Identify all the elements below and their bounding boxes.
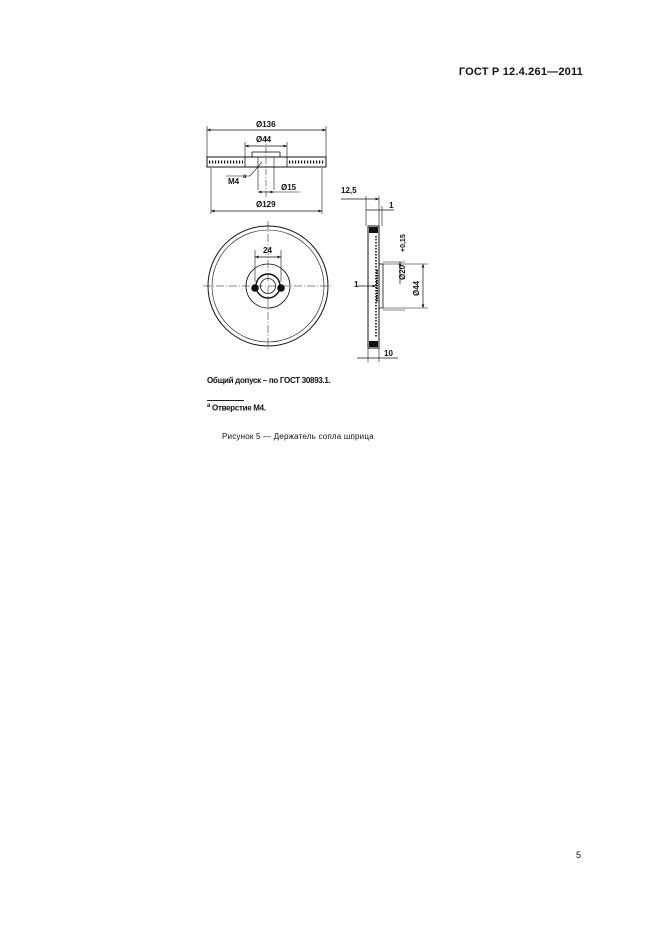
m4-hole-left [252, 285, 259, 292]
m4-leader [250, 162, 262, 176]
dim-1-left-label: 1 [354, 280, 359, 289]
footnote-mark: а [207, 403, 211, 409]
page-number: 5 [576, 850, 582, 860]
dim-d136-label: Ø136 [256, 120, 276, 129]
dim-m4-mark: а [243, 174, 247, 180]
dim-d20-label: Ø20 [398, 264, 407, 280]
dim-d129-label: Ø129 [256, 200, 276, 209]
document-code: ГОСТ Р 12.4.261—2011 [458, 66, 583, 78]
dim-10-label: 10 [384, 349, 393, 358]
dim-1-top-label: 1 [389, 201, 394, 210]
general-tolerance-note: Общий допуск – по ГОСТ 30893.1. [207, 376, 331, 385]
footnote [207, 403, 266, 413]
dim-d44-side-label: Ø44 [412, 280, 421, 296]
dim-tolerance-label: +0,15 [400, 234, 407, 252]
side-view [341, 196, 428, 362]
footnote-text: Отверстие М4. [212, 403, 266, 413]
figure-caption: Рисунок 5 — Держатель сопла шприца [222, 432, 374, 441]
m4-hole-right [278, 285, 285, 292]
side-plate [368, 226, 379, 348]
dim-d44-label: Ø44 [256, 135, 272, 144]
dim-12-5-label: 12,5 [341, 186, 357, 195]
technical-drawing [0, 0, 661, 460]
front-view [203, 221, 333, 351]
dim-d15-label: Ø15 [281, 183, 297, 192]
dim-m4-label: М4 [228, 177, 240, 186]
dim-24-label: 24 [263, 246, 272, 255]
footnote-separator [207, 400, 244, 401]
